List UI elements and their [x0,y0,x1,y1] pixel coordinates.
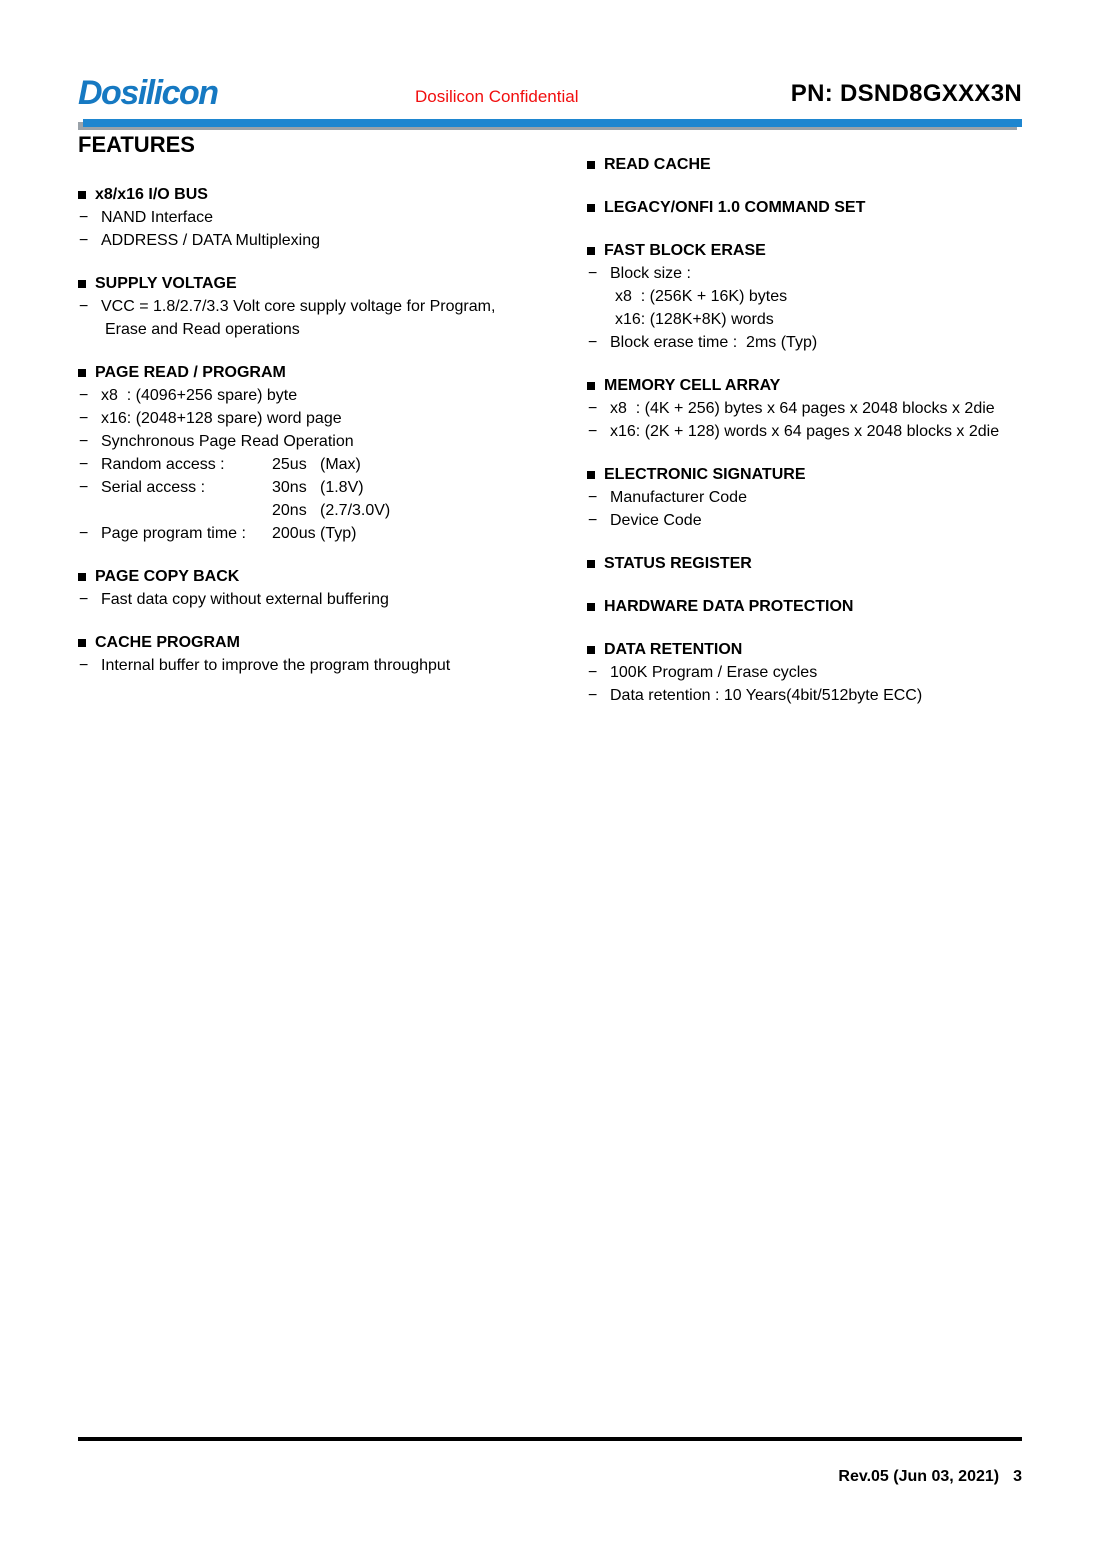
timing-value: 25us [272,456,307,473]
section-data-retention [587,638,1022,707]
feature-item [78,588,583,611]
dash-bullet: − [79,591,89,608]
feature-text: x16: (128K+8K) words [615,311,774,328]
feature-text: x8 : (4096+256 spare) byte [101,387,298,404]
feature-item [587,331,1022,354]
feature-text: Block size : [610,265,691,282]
section-read-cache [587,153,1022,176]
square-bullet-icon [587,382,595,390]
feature-item-timing [78,453,583,476]
section-cache-program [78,631,583,677]
dash-bullet: − [588,664,598,681]
feature-item [78,430,583,453]
page-number: 3 [1013,1468,1022,1485]
feature-item [587,509,1022,532]
feature-item [587,486,1022,509]
section-title [587,463,1022,486]
section-io-bus [78,183,583,252]
section-title-text: LEGACY/ONFI 1.0 COMMAND SET [604,199,866,216]
dash-bullet: − [588,265,598,282]
dash-bullet [78,499,101,522]
section-supply-voltage [78,272,583,341]
section-title-text: HARDWARE DATA PROTECTION [604,598,854,615]
feature-item [587,684,1022,707]
section-title-text: PAGE COPY BACK [95,568,240,585]
dash-bullet [587,308,610,331]
square-bullet-icon [78,369,86,377]
dash-bullet: − [588,687,598,704]
section-title-text: PAGE READ / PROGRAM [95,364,286,381]
dash-bullet: − [588,489,598,506]
section-title-text: MEMORY CELL ARRAY [604,377,781,394]
section-title [587,153,1022,176]
feature-text: Internal buffer to improve the program throughput [101,657,451,674]
dash-bullet: − [79,657,89,674]
section-title [78,361,583,384]
section-title [587,239,1022,262]
feature-item [587,397,1022,420]
feature-text: Block erase time : 2ms (Typ) [610,334,818,351]
page-title: FEATURES [78,132,195,157]
feature-item [587,285,1022,308]
dash-bullet: − [79,410,89,427]
dosilicon-logo: Dosilicon [78,74,218,112]
dash-bullet: − [79,209,89,226]
feature-item [587,661,1022,684]
section-title-text: ELECTRONIC SIGNATURE [604,466,806,483]
feature-text: x16: (2048+128 spare) word page [101,410,342,427]
section-hw-data-protection [587,595,1022,618]
section-status-register [587,552,1022,575]
dash-bullet: − [79,456,89,473]
part-number: PN: DSND8GXXX3N [790,80,1022,107]
section-title-text: READ CACHE [604,156,711,173]
section-title [587,595,1022,618]
square-bullet-icon [78,573,86,581]
square-bullet-icon [587,247,595,255]
square-bullet-icon [587,161,595,169]
section-title [78,183,583,206]
feature-text: x16: (2K + 128) words x 64 pages x 2048 blocks x 2die [610,423,1000,440]
dash-bullet: − [79,298,89,315]
timing-note: (1.8V) [320,479,364,496]
feature-item-timing [78,522,583,545]
section-memory-cell-array [587,374,1022,443]
section-title [78,272,583,295]
square-bullet-icon [587,204,595,212]
feature-item [587,308,1022,331]
section-electronic-signature [587,463,1022,532]
dash-bullet: − [588,423,598,440]
feature-text: x8 : (256K + 16K) bytes [615,288,788,305]
dash-bullet: − [588,400,598,417]
section-page-copy-back [78,565,583,611]
feature-item [78,295,583,318]
section-title [78,565,583,588]
feature-text: 100K Program / Erase cycles [610,664,818,681]
feature-text: Device Code [610,512,702,529]
section-title [587,552,1022,575]
section-title-text: FAST BLOCK ERASE [604,242,766,259]
timing-label: Page program time : [101,525,246,542]
header-rule-bar [83,119,1022,127]
timing-note: (Max) [320,456,361,473]
section-title-text: DATA RETENTION [604,641,743,658]
feature-item [587,420,1022,443]
feature-text: NAND Interface [101,209,214,226]
section-title [587,374,1022,397]
section-title-text: CACHE PROGRAM [95,634,240,651]
square-bullet-icon [78,191,86,199]
section-page-read-program [78,361,583,545]
feature-item-timing [78,476,583,499]
feature-item-timing [78,499,583,522]
feature-text: ADDRESS / DATA Multiplexing [101,232,321,249]
footer [821,1450,1022,1504]
feature-text: Data retention : 10 Years(4bit/512byte ECC) [610,687,923,704]
section-fast-block-erase [587,239,1022,354]
square-bullet-icon [587,646,595,654]
confidential-label: Dosilicon Confidential [415,87,579,106]
revision-label: Rev.05 (Jun 03, 2021) [838,1468,1000,1485]
footer-rule-line [78,1437,1022,1441]
feature-item [78,206,583,229]
section-command-set [587,196,1022,219]
dash-bullet: − [79,232,89,249]
dash-bullet [78,318,101,341]
dash-bullet: − [79,433,89,450]
feature-item [78,654,583,677]
timing-label: Random access : [101,456,225,473]
feature-text: VCC = 1.8/2.7/3.3 Volt core supply voltage for Program, [101,298,496,315]
timing-note: (2.7/3.0V) [320,502,391,519]
square-bullet-icon [587,560,595,568]
square-bullet-icon [78,639,86,647]
feature-item [78,407,583,430]
timing-note: (Typ) [320,525,357,542]
feature-item [78,229,583,252]
dash-bullet [587,285,610,308]
timing-value: 200us [272,525,316,542]
square-bullet-icon [587,603,595,611]
feature-text: Fast data copy without external buffering [101,591,389,608]
dash-bullet: − [588,334,598,351]
section-title [587,196,1022,219]
page-header [78,62,1022,110]
section-title-text: x8/x16 I/O BUS [95,186,208,203]
square-bullet-icon [78,280,86,288]
dash-bullet: − [79,387,89,404]
feature-item [78,318,583,341]
dash-bullet: − [588,512,598,529]
dash-bullet: − [79,525,89,542]
dash-bullet: − [79,479,89,496]
section-title-text: SUPPLY VOLTAGE [95,275,237,292]
feature-item [587,262,1022,285]
right-column [583,153,1022,727]
feature-text: x8 : (4K + 256) bytes x 64 pages x 2048 blocks x 2die [610,400,995,417]
section-title-text: STATUS REGISTER [604,555,752,572]
timing-value: 30ns [272,479,307,496]
feature-item [78,384,583,407]
feature-columns [78,153,1022,727]
feature-text: Erase and Read operations [105,321,300,338]
timing-label [101,499,272,522]
left-column [78,153,583,727]
square-bullet-icon [587,471,595,479]
section-title [587,638,1022,661]
feature-text: Manufacturer Code [610,489,747,506]
timing-value: 20ns [272,502,307,519]
section-title [78,631,583,654]
feature-text: Synchronous Page Read Operation [101,433,354,450]
timing-label: Serial access : [101,479,206,496]
